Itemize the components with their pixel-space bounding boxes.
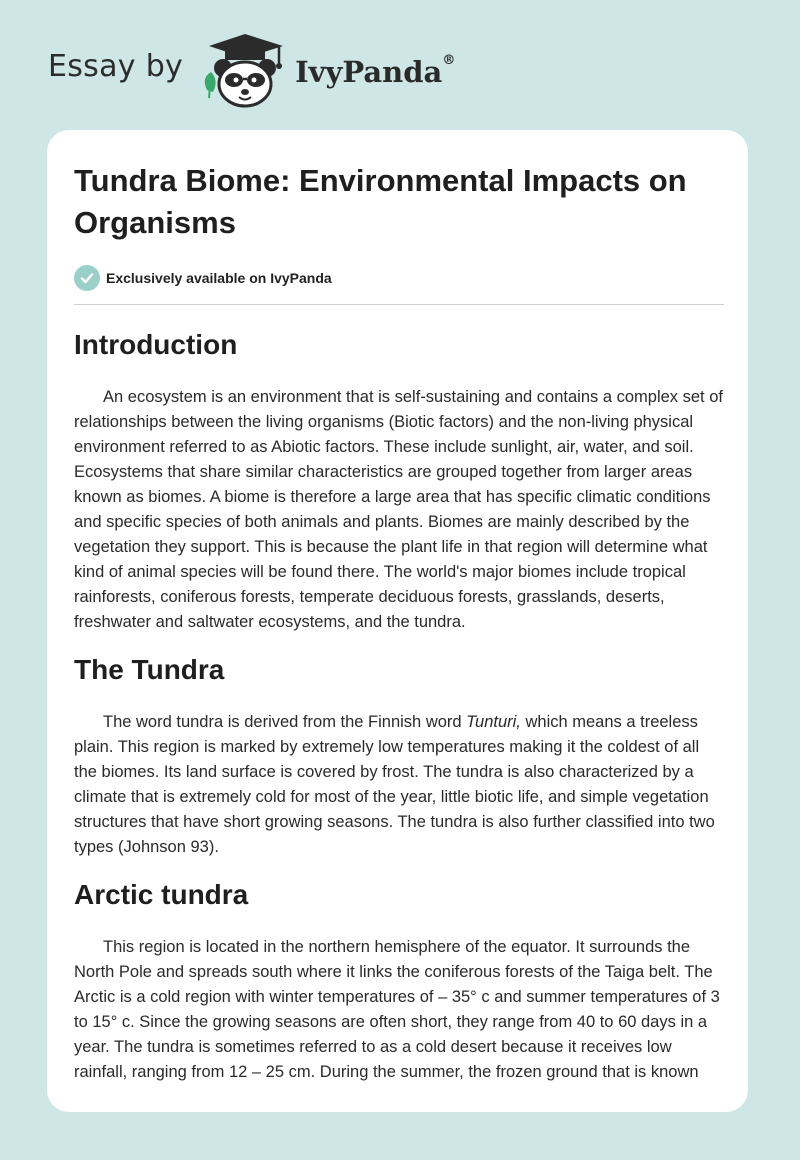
essay-by-label: Essay by: [48, 48, 184, 84]
check-circle-icon: [74, 265, 100, 291]
section-paragraph-the-tundra: [74, 710, 724, 860]
brand-name: [295, 55, 455, 89]
section-paragraph-introduction: An ecosystem is an environment that is self-sustaining and contains a complex set of relationships between the living organisms (Biotic factors) and the non-living physical environment referred to as Abiotic factors. These include sunlight, air, water, and soil. Ecosystems that share similar characteristics are grouped together from larger areas known as biomes. A biome is therefore a large area that has specific climatic conditions and specific species of both animals and plants. Biomes are mainly described by the vegetation they support. This is because the plant life in that region will determine what kind of animal species will be found there. The world's major biomes include tropical rainforests, coniferous forests, temperate deciduous forests, grasslands, deserts, freshwater and saltwater ecosystems, and the tundra.: [74, 388, 723, 631]
title-divider: [74, 304, 724, 305]
badge-label: Exclusively available on IvyPanda: [106, 270, 332, 286]
section-heading-arctic-tundra: Arctic tundra: [74, 879, 249, 910]
site-header: [48, 30, 455, 110]
section-heading-the-tundra: The Tundra: [74, 654, 225, 685]
section-heading-introduction: Introduction: [74, 329, 238, 360]
registered-mark: ®: [442, 53, 456, 68]
paragraph-italic-term: Tunturi,: [466, 713, 521, 731]
exclusive-badge: [74, 264, 724, 292]
section-paragraph-arctic-tundra: This region is located in the northern hemisphere of the equator. It surrounds the North Pole and spreads south where it links the coniferous forests of the Taiga belt. The Arctic is a cold region with winter temperatures of – 35° c and summer temperatures of 3 to 15° c. Since the growing seasons are often short, they range from 40 to 60 days in a year. The tundra is sometimes referred to as a cold desert because it receives low rainfall, ranging from 12 – 25 cm. During the summer, the frozen ground that is known: [74, 938, 720, 1081]
essay-title: Tundra Biome: Environmental Impacts on Organisms: [74, 163, 687, 240]
essay-card: [47, 130, 748, 1112]
panda-graduate-icon: [199, 30, 291, 110]
paragraph-text-part: The word tundra is derived from the Finnish word: [103, 713, 467, 731]
paragraph-text-part: which means a treeless plain. This region is marked by extremely low temperatures making it the coldest of all the biomes. Its land surface is covered by frost. The tundra is also characterized by a climate that is extremely cold for most of the year, little biotic life, and simple vegetation structures that have short growing seasons. The tundra is also further classified into two types (Johnson 93).: [74, 713, 715, 856]
brand-text: IvyPanda: [295, 55, 443, 89]
essay-content: [74, 160, 724, 1085]
